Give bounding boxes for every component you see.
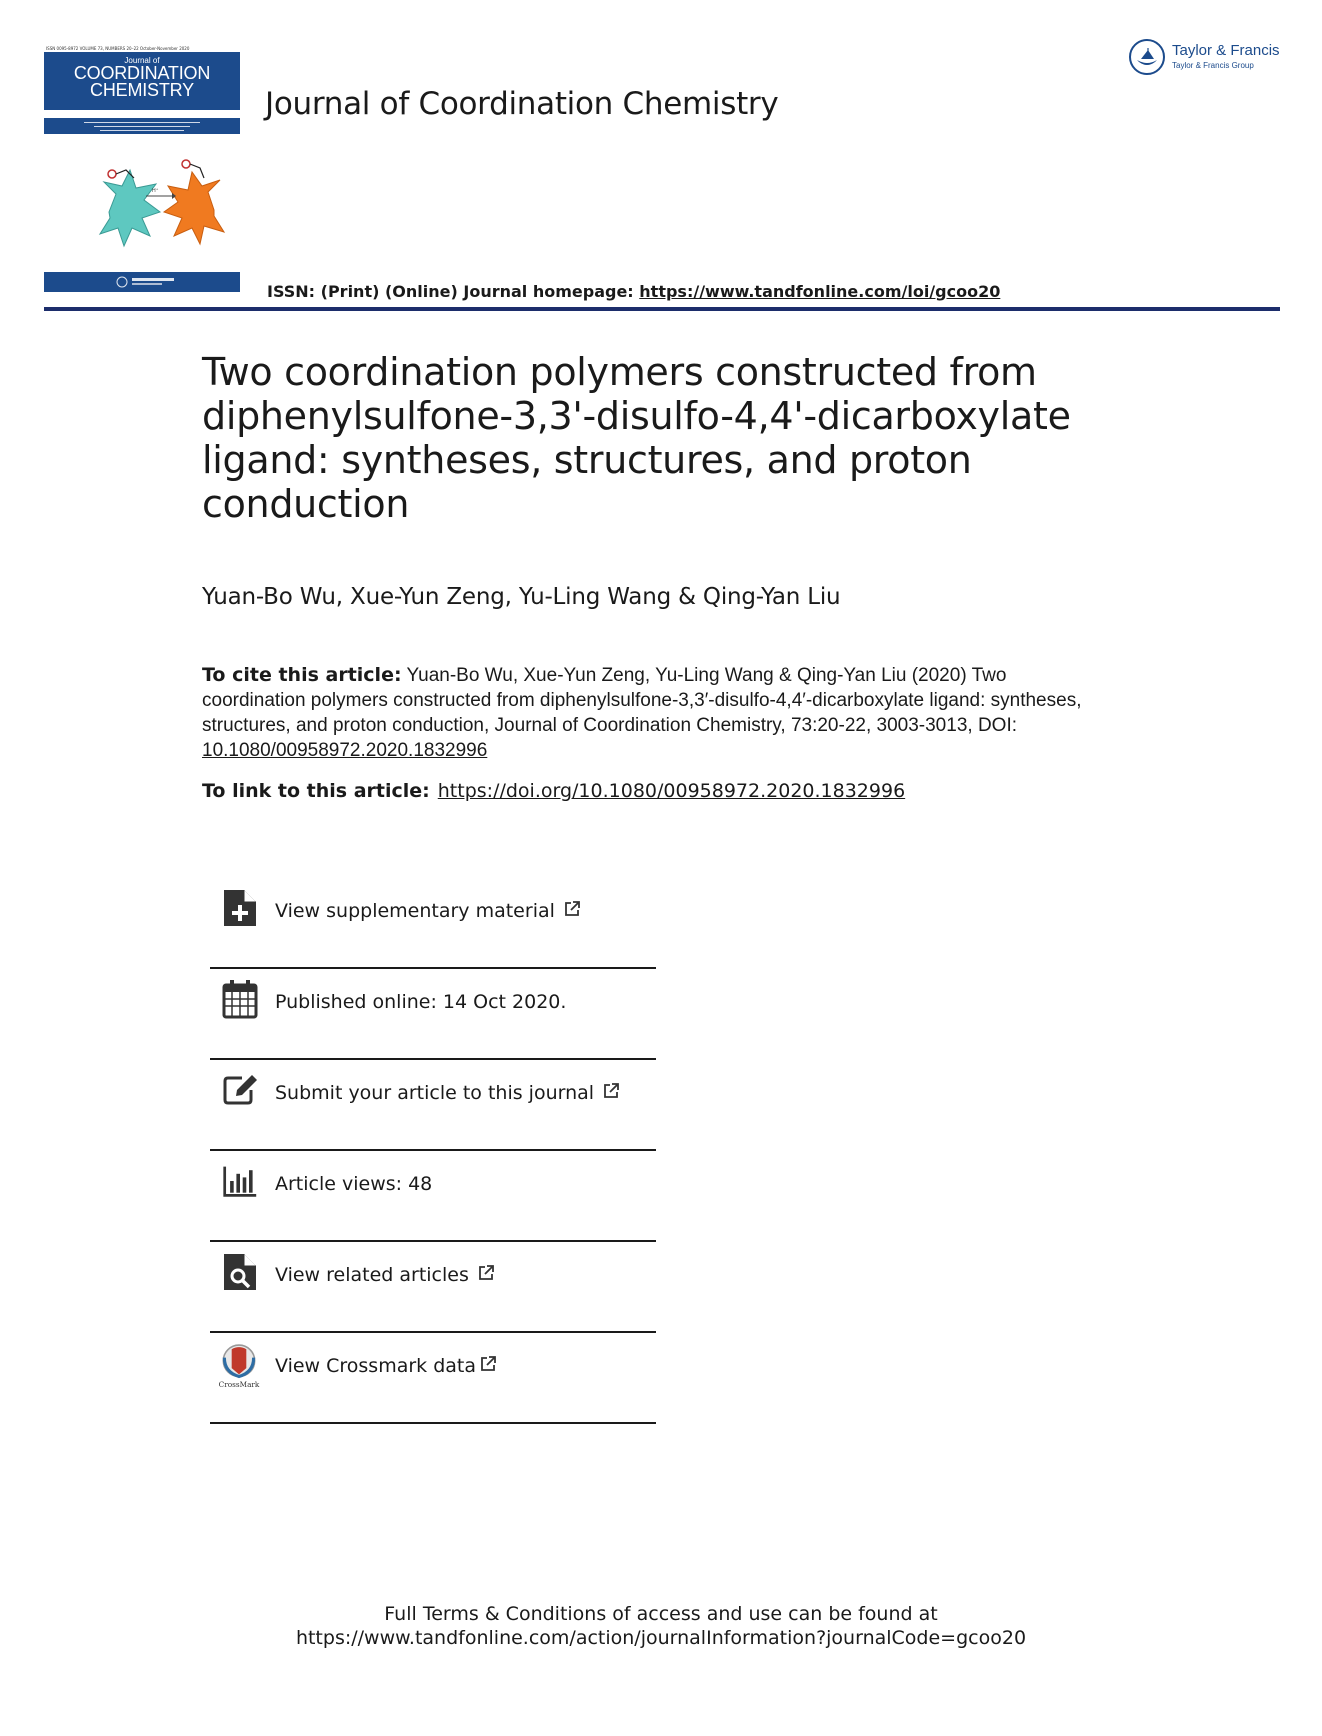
link-label: To link to this article: <box>202 780 430 802</box>
cover-masthead <box>44 52 240 110</box>
action-label: View related articles <box>275 1264 469 1286</box>
citation-block <box>202 663 1082 763</box>
journal-cover <box>44 46 240 294</box>
action-label: Submit your article to this journal <box>275 1082 595 1104</box>
header-divider <box>44 307 1280 311</box>
publisher-subtitle: Taylor & Francis Group <box>1172 61 1254 70</box>
external-link-icon <box>602 1082 620 1100</box>
action-label: View supplementary material <box>275 900 555 922</box>
action-label: Article views: 48 <box>275 1173 433 1195</box>
action-article-views <box>210 1151 656 1242</box>
journal-homepage-link[interactable]: https://www.tandfonline.com/loi/gcoo20 <box>639 282 1001 301</box>
publisher-emblem-icon <box>1128 38 1166 76</box>
svg-text:H⁺: H⁺ <box>152 188 159 194</box>
article-link-line <box>202 780 905 802</box>
article-authors: Yuan-Bo Wu, Xue-Yun Zeng, Yu-Ling Wang & Qing-Yan Liu <box>202 584 841 610</box>
cover-molecule-illustration <box>64 152 234 272</box>
cover-meta: ISSN 0095-8972 VOLUME 73, NUMBERS 20–22 October-November 2020 <box>46 46 190 51</box>
external-link-icon <box>563 900 581 918</box>
footer-terms-link[interactable]: https://www.tandfonline.com/action/journalInformation?journalCode=gcoo20 <box>295 1627 1027 1649</box>
action-published-online <box>210 969 656 1060</box>
article-doi-link[interactable]: https://doi.org/10.1080/00958972.2020.1832996 <box>437 780 906 802</box>
publisher-logo[interactable] <box>1128 38 1298 78</box>
action-submit-article[interactable] <box>210 1060 656 1151</box>
article-title: Two coordination polymers constructed from diphenylsulfone-3,3'-disulfo-4,4'-dicarboxylate ligand: syntheses, structures, and proton conduction <box>202 350 1071 526</box>
bar-chart-icon <box>222 1161 258 1201</box>
action-label: View Crossmark data <box>275 1355 477 1377</box>
issn-text: ISSN: (Print) (Online) Journal homepage: <box>267 282 640 301</box>
external-link-icon <box>477 1264 495 1282</box>
cover-footer-band <box>44 272 240 292</box>
action-supplementary[interactable] <box>210 878 656 969</box>
action-label: Published online: 14 Oct 2020. <box>275 991 567 1013</box>
calendar-icon <box>222 979 258 1019</box>
search-document-icon <box>222 1252 258 1292</box>
article-actions-list <box>210 878 656 1424</box>
cover-journal-small: Journal of <box>124 56 160 65</box>
journal-name: Journal of Coordination Chemistry <box>265 86 779 122</box>
cover-editor-strip <box>44 118 240 134</box>
add-document-icon <box>222 888 258 928</box>
action-crossmark[interactable] <box>210 1333 656 1424</box>
issn-line <box>267 282 1000 301</box>
cite-doi-link[interactable]: 10.1080/00958972.2020.1832996 <box>202 740 488 761</box>
crossmark-caption: CrossMark <box>218 1379 260 1389</box>
publisher-name: Taylor & Francis <box>1172 42 1280 59</box>
external-link-icon <box>479 1355 497 1373</box>
footer-line1: Full Terms & Conditions of access and use can be found at <box>384 1603 938 1625</box>
cite-label: To cite this article: <box>202 664 402 686</box>
cover-journal-line1: COORDINATION <box>73 63 211 83</box>
action-related-articles[interactable] <box>210 1242 656 1333</box>
edit-icon <box>222 1070 258 1110</box>
cover-journal-line2: CHEMISTRY <box>90 80 194 100</box>
cite-text: Yuan-Bo Wu, Xue-Yun Zeng, Yu-Ling Wang & Qing-Yan Liu (2020) Two coordination polymers constructed from diphenylsulfone-3,3′-disulfo-4,4′-dicarboxylate ligand: syntheses, structures, and proton conduction, Journal of Coordination Chemistry, 73:20-22, 3003-3013, DOI: <box>202 665 1082 736</box>
crossmark-icon <box>218 1343 260 1389</box>
footer <box>0 1602 1322 1650</box>
